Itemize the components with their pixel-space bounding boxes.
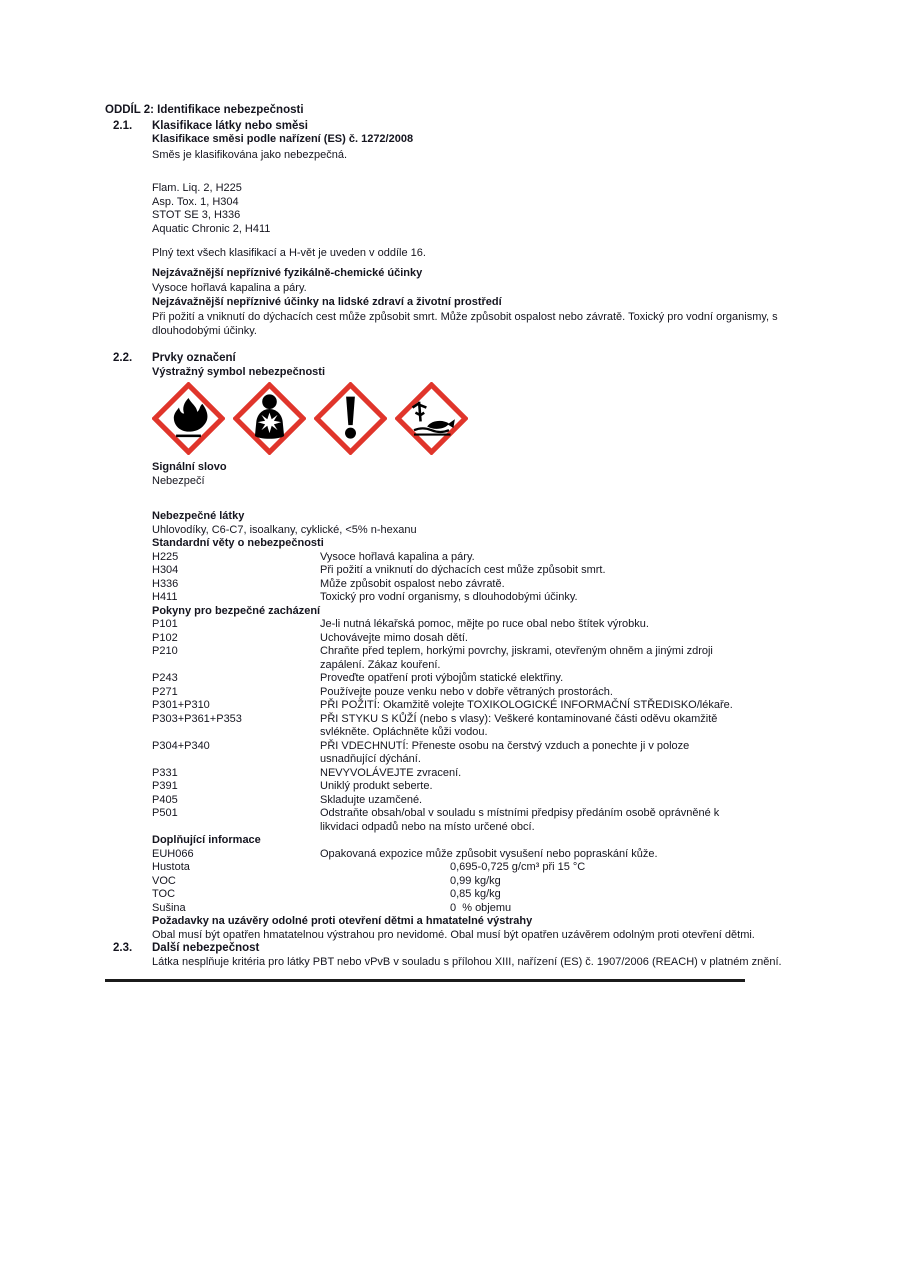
- signal-word: Nebezpečí: [152, 474, 205, 487]
- p-statement-row: [152, 618, 792, 632]
- subsection-2-3-title: Další nebezpečnost: [152, 942, 260, 954]
- ghs-pictogram-row: [152, 382, 792, 455]
- classification-intro: Směs je klasifikována jako nebezpečná.: [152, 148, 348, 161]
- health-env-effects-heading: Nejzávažnější nepříznivé účinky na lidské zdraví a životní prostředí: [152, 295, 502, 308]
- other-hazards-text: Látka nesplňuje kritéria pro látky PBT nebo vPvB v souladu s přílohou XIII, nařízení (ES) č. 1907/2006 (REACH) v platném znění.: [152, 955, 782, 968]
- h-statement-row: [152, 578, 792, 592]
- property-value: 0,99 kg/kg: [450, 874, 501, 887]
- p-statement-code: P304+P340: [152, 739, 210, 752]
- euh-statement-code: EUH066: [152, 847, 194, 860]
- ghs02-flame-icon: [152, 382, 225, 455]
- precautionary-statements-heading: Pokyny pro bezpečné zacházení: [152, 604, 321, 617]
- fulltext-note: Plný text všech klasifikací a H-vět je uveden v oddíle 16.: [152, 247, 426, 259]
- subsection-2-2-heading: [105, 352, 905, 366]
- classification-list: [152, 182, 792, 236]
- p-statement-code: P391: [152, 780, 178, 792]
- p-statement-text: Skladujte uzamčené.: [320, 793, 423, 806]
- property-row: [152, 861, 792, 875]
- p-statement-row: [152, 807, 792, 834]
- properties-table: [152, 861, 792, 915]
- p-statement-code: P243: [152, 672, 178, 684]
- classification-item: Flam. Liq. 2, H225: [152, 182, 242, 194]
- p-statement-row: [152, 645, 792, 672]
- subsection-2-1-title: Klasifikace látky nebo směsi: [152, 119, 308, 132]
- h-statement-code: H225: [152, 550, 179, 563]
- euh-statement-text: Opakovaná expozice může způsobit vysušení nebo popraskání kůže.: [320, 847, 658, 860]
- ghs09-environment-icon: [395, 382, 468, 455]
- subsection-2-2-title: Prvky označení: [152, 352, 236, 364]
- p-statement-text: Uchovávejte mimo dosah dětí.: [320, 631, 468, 644]
- h-statement-code: H336: [152, 577, 179, 590]
- closure-requirements-heading: Požadavky na uzávěry odolné proti otevření dětmi a hmatatelné výstrahy: [152, 915, 533, 927]
- h-statement-row: [152, 564, 792, 578]
- p-statement-code: P271: [152, 685, 178, 698]
- subsection-2-3-number: 2.3.: [113, 942, 133, 954]
- section-end-divider: [105, 979, 745, 982]
- signal-word-heading: Signální slovo: [152, 461, 227, 473]
- property-label: TOC: [152, 888, 176, 900]
- subsection-2-2-number: 2.2.: [113, 352, 133, 364]
- property-row: [152, 875, 792, 889]
- property-row: [152, 888, 792, 902]
- classification-item: Asp. Tox. 1, H304: [152, 195, 239, 208]
- euh-statement-row: [152, 848, 792, 862]
- p-statement-code: P405: [152, 793, 178, 806]
- hazard-statements-heading: Standardní věty o nebezpečnosti: [152, 537, 324, 549]
- p-statement-row: [152, 699, 792, 713]
- p-statement-row: [152, 713, 792, 740]
- classification-item: STOT SE 3, H336: [152, 209, 241, 221]
- hazard-statements-table: [152, 551, 792, 605]
- p-statement-code: P331: [152, 766, 178, 779]
- p-statement-code: P101: [152, 618, 178, 630]
- section-2-header: ODDÍL 2: Identifikace nebezpečnosti: [105, 104, 304, 116]
- property-label: VOC: [152, 874, 176, 887]
- p-statement-code: P303+P361+P353: [152, 712, 242, 725]
- pictogram-heading: Výstražný symbol nebezpečnosti: [152, 365, 325, 378]
- phys-chem-effects-text: Vysoce hořlavá kapalina a páry.: [152, 282, 307, 294]
- supplemental-info-heading: Doplňující informace: [152, 834, 261, 846]
- p-statement-text: PŘI POŽITÍ: Okamžitě volejte TOXIKOLOGICKÉ INFORMAČNÍ STŘEDISKO/lékaře.: [320, 699, 733, 711]
- h-statement-text: Toxický pro vodní organismy, s dlouhodobými účinky.: [320, 591, 578, 603]
- p-statement-row: [152, 780, 792, 794]
- p-statement-row: [152, 767, 792, 781]
- h-statement-code: H411: [152, 591, 178, 603]
- p-statement-row: [152, 686, 792, 700]
- property-label: Hustota: [152, 861, 190, 873]
- h-statement-row: [152, 591, 792, 605]
- subsection-2-1-number: 2.1.: [113, 119, 133, 132]
- property-value: 0 % objemu: [450, 901, 512, 914]
- p-statement-text: PŘI VDECHNUTÍ: Přeneste osobu na čerstvý vzduch a ponechte ji v poloze usnadňující dýchání.: [320, 739, 690, 765]
- property-row: [152, 902, 792, 916]
- p-statement-code: P102: [152, 631, 178, 644]
- p-statement-text: Odstraňte obsah/obal v souladu s místními předpisy předáním osobě oprávněné k likvidaci odpadů nebo na místo určené obcí.: [320, 807, 720, 833]
- p-statement-text: Uniklý produkt seberte.: [320, 780, 433, 792]
- h-statement-text: Může způsobit ospalost nebo závratě.: [320, 577, 505, 590]
- property-label: Sušina: [152, 901, 186, 914]
- p-statement-text: Chraňte před teplem, horkými povrchy, jiskrami, otevřeným ohněm a jinými zdroji zapálení. Zákaz kouření.: [320, 645, 713, 671]
- p-statement-text: PŘI STYKU S KŮŽÍ (nebo s vlasy): Veškeré kontaminované části oděvu okamžitě svlékněte. Opláchněte kůži vodou.: [320, 712, 718, 738]
- h-statement-text: Vysoce hořlavá kapalina a páry.: [320, 550, 475, 563]
- subsection-2-3-heading: [105, 942, 905, 956]
- ghs07-exclamation-icon: [314, 382, 387, 455]
- precautionary-statements-table: [152, 618, 792, 834]
- h-statement-text: Při požití a vniknutí do dýchacích cest může způsobit smrt.: [320, 564, 606, 576]
- p-statement-row: [152, 632, 792, 646]
- property-value: 0,695-0,725 g/cm³ při 15 °C: [450, 861, 586, 873]
- subsection-2-1-heading: [105, 120, 905, 134]
- property-value: 0,85 kg/kg: [450, 888, 501, 900]
- p-statement-row: [152, 672, 792, 686]
- ghs08-health-hazard-icon: [233, 382, 306, 455]
- h-statement-row: [152, 551, 792, 565]
- classification-item: Aquatic Chronic 2, H411: [152, 222, 271, 235]
- p-statement-text: Proveďte opatření proti výbojům statické elektřiny.: [320, 672, 564, 684]
- dangerous-substances-heading: Nebezpečné látky: [152, 510, 245, 522]
- p-statement-code: P301+P310: [152, 699, 210, 711]
- dangerous-substances-text: Uhlovodíky, C6-C7, isoalkany, cyklické, <5% n-hexanu: [152, 523, 417, 536]
- p-statement-text: NEVYVOLÁVEJTE zvracení.: [320, 766, 462, 779]
- health-env-effects-text: Při požití a vniknutí do dýchacích cest může způsobit smrt. Může způsobit ospalost nebo závratě. Toxický pro vodní organismy, s dlouhodobými účinky.: [152, 311, 778, 337]
- h-statement-code: H304: [152, 564, 179, 576]
- classification-regulation-heading: Klasifikace směsi podle nařízení (ES) č. 1272/2008: [152, 133, 414, 145]
- p-statement-row: [152, 794, 792, 808]
- phys-chem-effects-heading: Nejzávažnější nepříznivé fyzikálně-chemické účinky: [152, 266, 423, 279]
- closure-requirements-text: Obal musí být opatřen hmatatelnou výstrahou pro nevidomé. Obal musí být opatřen uzávěrem odolným proti otevření dětmi.: [152, 928, 755, 941]
- p-statement-text: Používejte pouze venku nebo v dobře větraných prostorách.: [320, 685, 613, 698]
- p-statement-row: [152, 740, 792, 767]
- p-statement-text: Je-li nutná lékařská pomoc, mějte po ruce obal nebo štítek výrobku.: [320, 618, 649, 630]
- p-statement-code: P210: [152, 645, 178, 657]
- p-statement-code: P501: [152, 807, 178, 819]
